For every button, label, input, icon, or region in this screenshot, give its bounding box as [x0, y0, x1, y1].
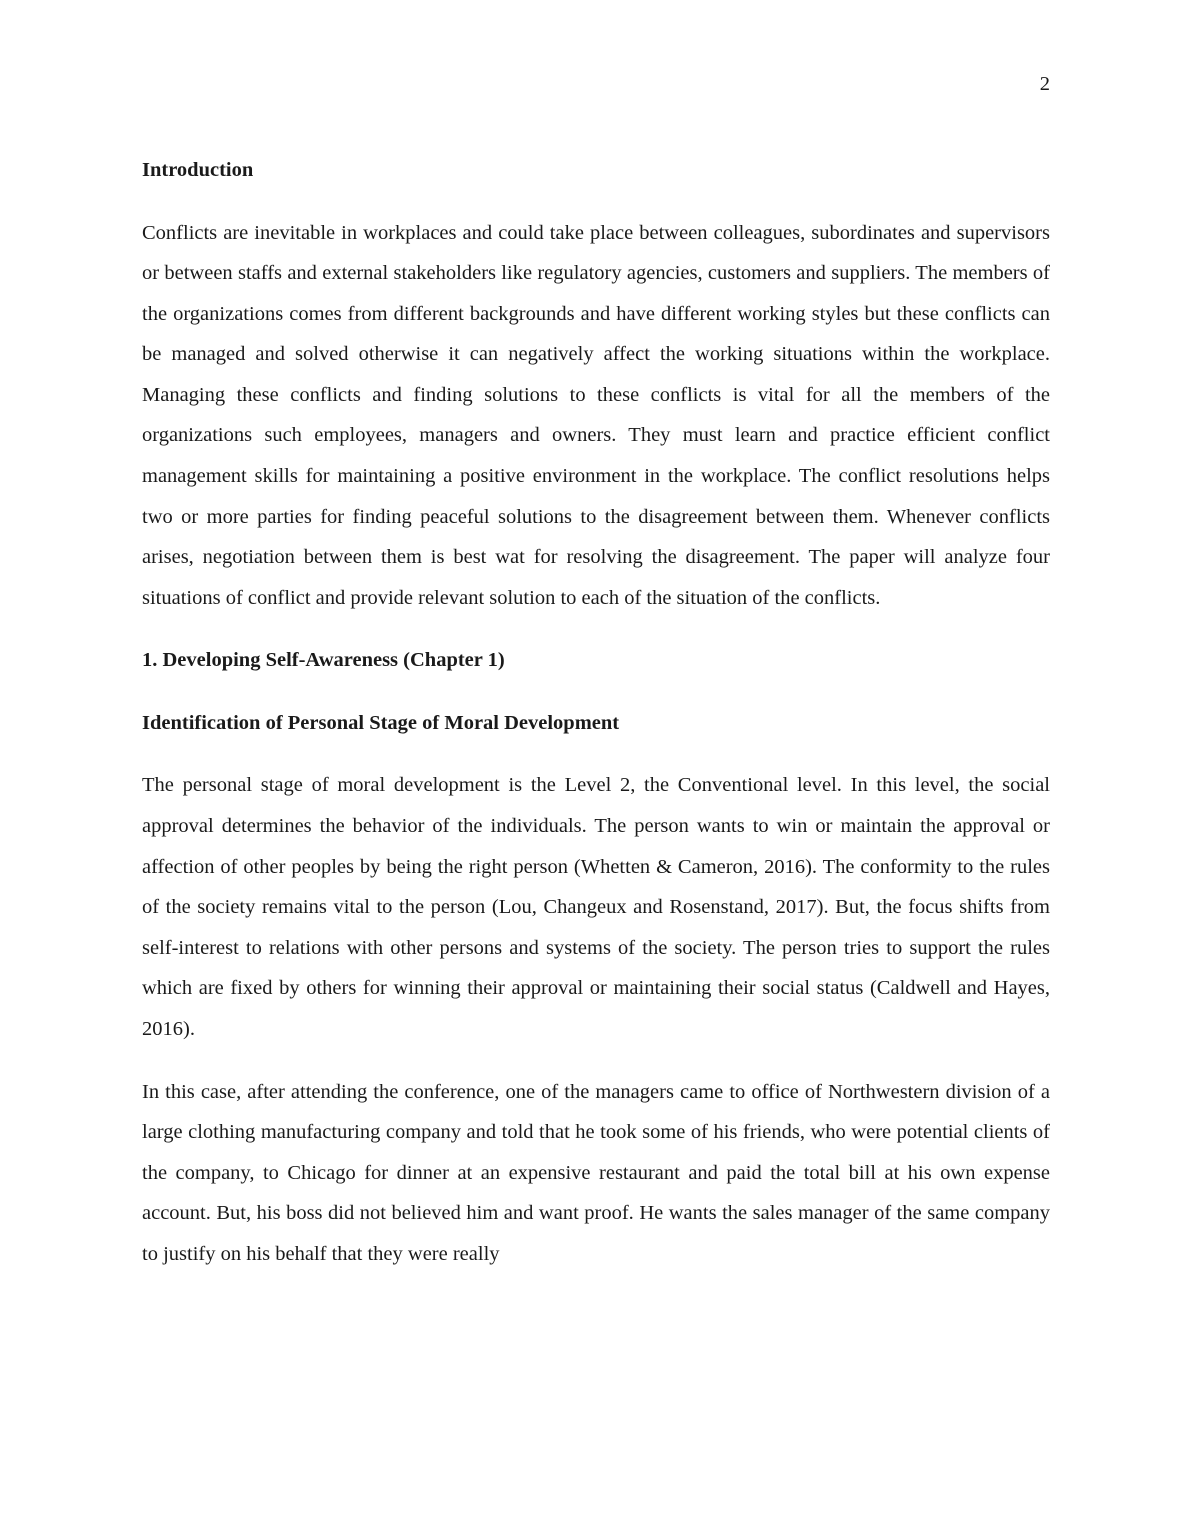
heading-developing-self-awareness: 1. Developing Self-Awareness (Chapter 1) — [142, 649, 505, 672]
page-number: 2 — [1039, 73, 1050, 95]
heading-identification-moral-development: Identification of Personal Stage of Moral Development — [142, 711, 620, 734]
heading-introduction: Introduction — [142, 159, 254, 181]
paragraph-case-description: In this case, after attending the conference, one of the managers came to office of Northwestern division of a large clothing manufacturing company and told that he took some of his friends, who were potential clients of the company, to Chicago for dinner at an expensive restaurant and paid the total bill at his own expense account. But, his boss did not believed him and want proof. He wants the sales manager of the same company to justify on his behalf that they were really — [142, 1080, 1050, 1265]
paragraph-moral-development: The personal stage of moral development is the Level 2, the Conventional level. In this level, the social approval determines the behavior of the individuals. The person wants to win or maintain the approval or affection of other peoples by being the right person (Whetten & Cameron, 2016). The conformity to the rules of the society remains vital to the person (Lou, Changeux and Rosenstand, 2017). But, the focus shifts from self-interest to relations with other persons and systems of the society. The person tries to support the rules which are fixed by others for winning their approval or maintaining their social status (Caldwell and Hayes, 2016). — [142, 774, 1050, 1040]
document-content — [142, 150, 1050, 1275]
paragraph-introduction: Conflicts are inevitable in workplaces and could take place between colleagues, subordinates and supervisors or between staffs and external stakeholders like regulatory agencies, customers and suppliers. The members of the organizations comes from different backgrounds and have different working styles but these conflicts can be managed and solved otherwise it can negatively affect the working situations within the workplace. Managing these conflicts and finding solutions to these conflicts is vital for all the members of the organizations such employees, managers and owners. They must learn and practice efficient conflict management skills for maintaining a positive environment in the workplace. The conflict resolutions helps two or more parties for finding peaceful solutions to the disagreement between them. Whenever conflicts arises, negotiation between them is best wat for resolving the disagreement. The paper will analyze four situations of conflict and provide relevant solution to each of the situation of the conflicts. — [142, 221, 1050, 609]
